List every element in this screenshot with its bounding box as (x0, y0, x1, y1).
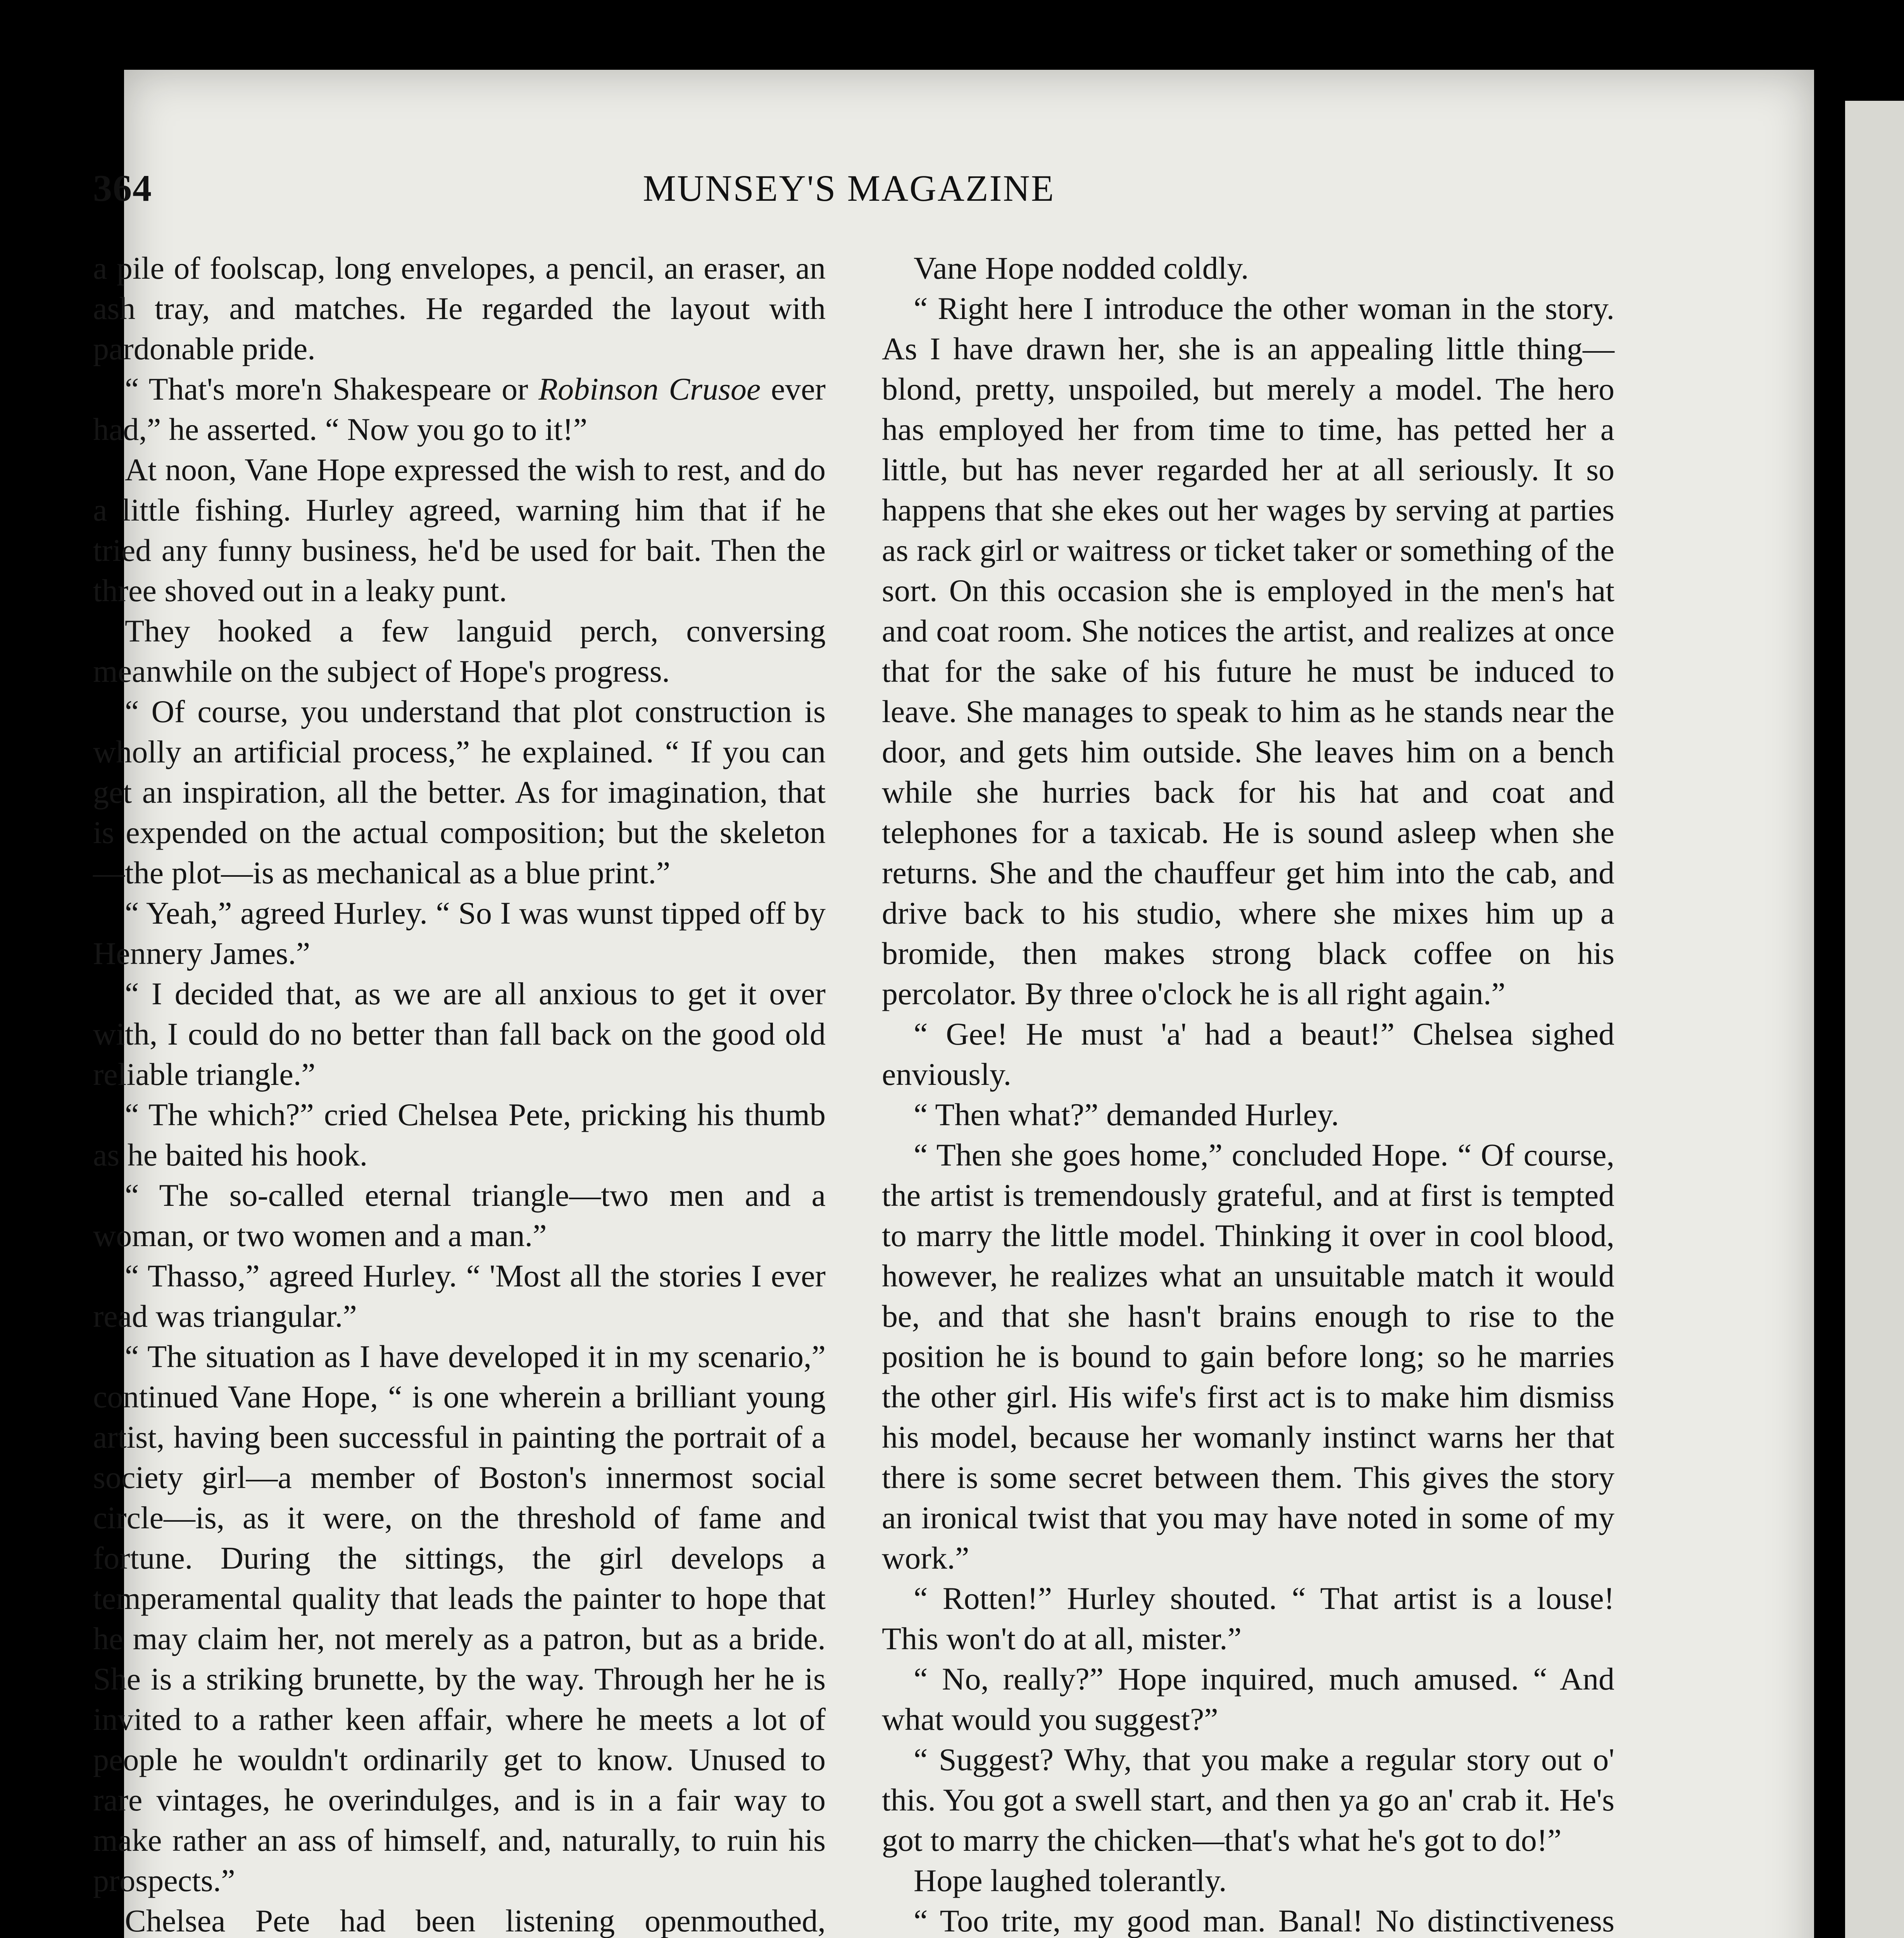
left-column (93, 248, 826, 1938)
paragraph: “ Rotten!” Hurley shouted. “ That artist is a louse! This won't do at all, mister.” (882, 1581, 1614, 1656)
running-head: MUNSEY'S MAGAZINE (643, 167, 1055, 209)
paragraph: They hooked a few languid perch, conversing meanwhile on the subject of Hope's progress. (93, 613, 826, 689)
paragraph: “ Then she goes home,” concluded Hope. “ Of course, the artist is tremendously grateful, and at first is tempted to marry the little model. Thinking it over in cool blood, however, he realizes what an unsuitable match it would be, and that she hasn't brains enough to rise to the position he is bound to gain before long; so he marries the other girl. His wife's first act is to make him dismiss his model, because her womanly instinct warns her that there is some secret between them. This gives the story an ironical twist that you may have noted in some of my work.” (882, 1137, 1614, 1576)
paragraph: Chelsea Pete had been listening openmouthed, (125, 1903, 826, 1938)
facing-page-edge (1845, 101, 1904, 1938)
paragraph: “ Right here I introduce the other woman in the story. As I have drawn her, she is an appealing little thing—blond, pretty, unspoiled, but merely a model. The hero has employed her from time to time, has petted her a little, but has never regarded her at all seriously. It so happens that she ekes out her wages by serving at parties as rack girl or waitress or ticket taker or something of the sort. On this occasion she is employed in the men's hat and coat room. She notices the artist, and realizes at once that for the sake of his future he must be induced to leave. She manages to speak to him as he stands near the door, and gets him outside. She leaves him on a bench while she hurries back for his hat and coat and telephones for a taxicab. He is sound asleep when she returns. She and the chauffeur get him into the cab, and drive back to his studio, where she mixes him up a bromide, then makes strong black coffee on his percolator. By three o'clock he is all right again.” (882, 291, 1614, 1011)
paragraph: “ No, really?” Hope inquired, much amused. “ And what would you suggest?” (882, 1661, 1614, 1737)
paragraph: a pile of foolscap, long envelopes, a pencil, an eraser, an ash tray, and matches. He regarded the layout with pardonable pride. (93, 250, 826, 366)
paragraph: “ Of course, you understand that plot construction is wholly an artificial process,” he explained. “ If you can get an inspiration, all the better. As for imagination, that is expended on the actual composition; but the skeleton—the plot—is as mechanical as a blue print.” (93, 694, 826, 890)
paragraph: “ The which?” cried Chelsea Pete, pricking his thumb as he baited his hook. (93, 1097, 826, 1172)
paragraph: “ The situation as I have developed it in my scenario,” continued Vane Hope, “ is one wherein a brilliant young artist, having been successful in painting the portrait of a society girl—a member of Boston's innermost social circle—is, as it were, on the threshold of fame and fortune. During the sittings, the girl develops a temperamental quality that leads the painter to hope that he may claim her, not merely as a patron, but as a bride. She is a striking brunette, by the way. Through her he is invited to a rather keen affair, where he meets a lot of people he wouldn't ordinarily get to know. Unused to rare vintages, he overindulges, and is in a fair way to make rather an ass of himself, and, naturally, to ruin his prospects.” (93, 1339, 826, 1898)
paragraph: “ The so-called eternal triangle—two men and a woman, or two women and a man.” (93, 1178, 826, 1253)
paragraph: Hope laughed tolerantly. (914, 1863, 1227, 1898)
page-number: 364 (93, 167, 152, 209)
paragraph: “ Gee! He must 'a' had a beaut!” Chelsea sighed enviously. (882, 1016, 1614, 1092)
paragraph: “ Thasso,” agreed Hurley. “ 'Most all the stories I ever read was triangular.” (93, 1258, 826, 1334)
page-header (93, 167, 1605, 221)
right-column (882, 248, 1614, 1938)
book-title: Robinson Crusoe (538, 371, 761, 407)
paragraph: “ Then what?” demanded Hurley. (914, 1097, 1339, 1132)
paragraph: “ Suggest? Why, that you make a regular story out o' this. You got a swell start, and then ya go an' crab it. He's got to marry the chicken—that's what he's got to do!” (882, 1742, 1614, 1858)
paragraph: Vane Hope nodded coldly. (914, 250, 1249, 286)
paragraph: “ I decided that, as we are all anxious to get it over with, I could do no better than fall back on the good old reliable triangle.” (93, 976, 826, 1092)
paragraph: “ Yeah,” agreed Hurley. “ So I was wunst tipped off by Hennery James.” (93, 895, 826, 971)
paragraph: At noon, Vane Hope expressed the wish to rest, and do a little fishing. Hurley agreed, warning him that if he tried any funny business, he'd be used for bait. Then the three shoved out in a leaky punt. (93, 452, 826, 608)
paragraph: “ That's more'n Shakespeare or Robinson Crusoe ever had,” he asserted. “ Now you go to it!” (93, 371, 826, 447)
paragraph: “ Too trite, my good man. Banal! No distinctiveness (914, 1903, 1614, 1938)
